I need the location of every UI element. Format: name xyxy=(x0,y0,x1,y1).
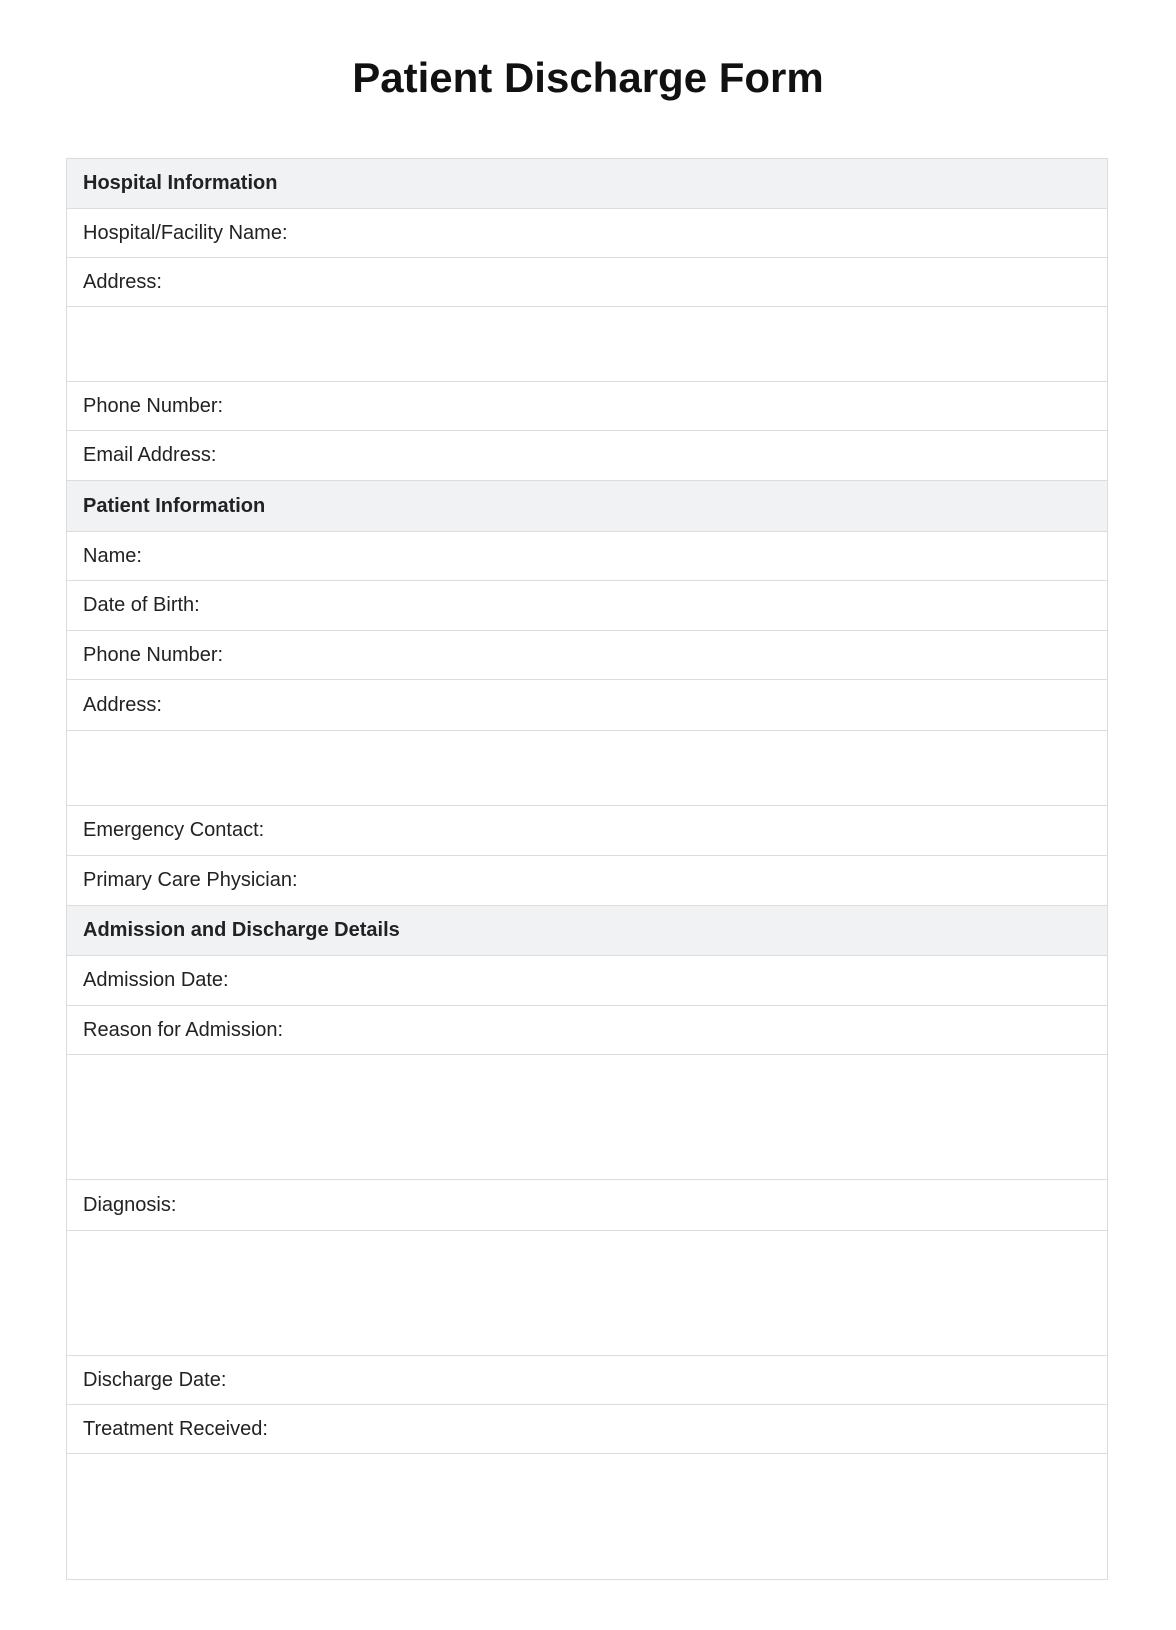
section-heading-patient: Patient Information xyxy=(67,481,1107,532)
field-date-of-birth[interactable]: Date of Birth: xyxy=(67,581,1107,631)
field-patient-phone[interactable]: Phone Number: xyxy=(67,631,1107,680)
field-hospital-name[interactable]: Hospital/Facility Name: xyxy=(67,209,1107,258)
field-reason-for-admission[interactable]: Reason for Admission: xyxy=(67,1006,1107,1055)
field-patient-address[interactable]: Address: xyxy=(67,680,1107,731)
field-treatment-received[interactable]: Treatment Received: xyxy=(67,1405,1107,1454)
field-hospital-address[interactable]: Address: xyxy=(67,258,1107,307)
field-treatment-received-area[interactable] xyxy=(67,1454,1107,1579)
section-heading-admission: Admission and Discharge Details xyxy=(67,906,1107,956)
section-heading-hospital: Hospital Information xyxy=(67,159,1107,209)
field-primary-care-physician[interactable]: Primary Care Physician: xyxy=(67,856,1107,906)
field-patient-name[interactable]: Name: xyxy=(67,532,1107,581)
page-title: Patient Discharge Form xyxy=(352,54,824,101)
field-emergency-contact[interactable]: Emergency Contact: xyxy=(67,806,1107,856)
field-admission-date[interactable]: Admission Date: xyxy=(67,956,1107,1006)
field-diagnosis[interactable]: Diagnosis: xyxy=(67,1180,1107,1231)
field-hospital-email[interactable]: Email Address: xyxy=(67,431,1107,481)
field-patient-address-extra[interactable] xyxy=(67,731,1107,806)
field-diagnosis-area[interactable] xyxy=(67,1231,1107,1356)
discharge-form xyxy=(66,158,1108,1580)
field-discharge-date[interactable]: Discharge Date: xyxy=(67,1356,1107,1405)
field-hospital-phone[interactable]: Phone Number: xyxy=(67,382,1107,431)
field-hospital-address-extra[interactable] xyxy=(67,307,1107,382)
field-reason-for-admission-area[interactable] xyxy=(67,1055,1107,1180)
